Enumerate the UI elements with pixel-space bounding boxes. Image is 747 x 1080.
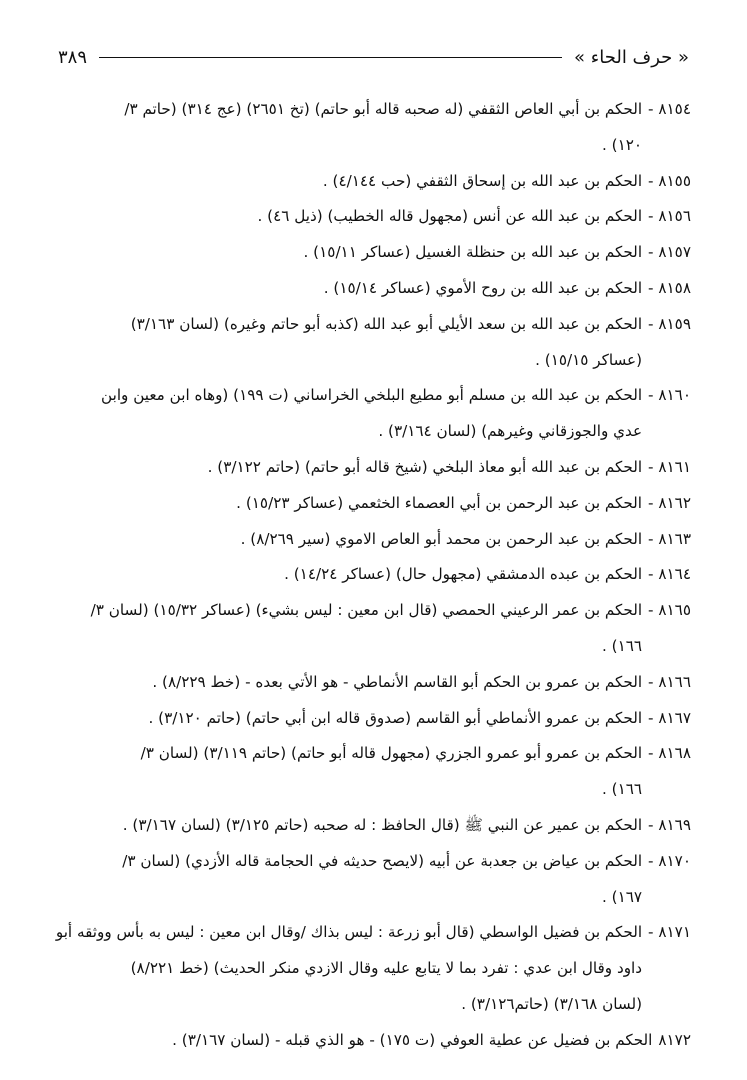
entry (52, 486, 691, 522)
entry-text: الحكم بن عمرو الأنماطي أبو القاسم (صدوق قاله ابن أبي حاتم) (حاتم ٣/١٢٠) . (148, 708, 643, 727)
entry-number: ٨١٥٤ - (648, 100, 691, 118)
entry-number: ٨١٦١ - (648, 457, 691, 476)
entry-text: الحكم بن عبد الله بن حنظلة الغسيل (عساكر ١٥/١١) . (303, 243, 643, 262)
entry-text: الحكم بن أبي العاص الثقفي (له صحبه قاله أبو حاتم) (تخ ٢٦٥١) (عج ٣١٤) (حاتم ٣/ ١٢٠) . (124, 100, 643, 154)
entry-number: ٨١٦٦ - (648, 672, 691, 691)
entry-text: الحكم بن عبد الله بن روح الأموي (عساكر ١٥/١٤) . (323, 278, 643, 297)
entry (52, 235, 691, 271)
entry-number: ٨١٦٨ - (648, 744, 691, 763)
page-number: ٣٨٩ (58, 46, 88, 68)
entry (52, 593, 691, 665)
entry-text: الحكم بن عمرو بن الحكم أبو القاسم الأنماطي - هو الأتي بعده - (خط ٨/٢٢٩) . (152, 672, 643, 691)
entry (52, 92, 691, 164)
entry (52, 736, 691, 808)
entry-number: ٨١٦٢ - (648, 493, 691, 512)
entry-text: الحكم بن عبد الله بن سعد الأيلي أبو عبد الله (كذبه أبو حاتم وغيره) (لسان ٣/١٦٣) (عساكر ١٥/١٥) . (130, 314, 643, 369)
entry (52, 915, 691, 1022)
entry-number: ٨١٦٣ - (648, 529, 691, 548)
entry (52, 522, 691, 558)
entry-text: الحكم بن عبده الدمشقي (مجهول حال) (عساكر ١٤/٢٤) . (284, 565, 643, 584)
entry-text: الحكم بن فضيل الواسطي (قال أبو زرعة : ليس بذاك /وقال ابن معين : ليس به بأس ووثقه أبو داود وقال ابن عدي : تفرد بما لا يتابع عليه وقال الازدي منكر الحديث) (خط ٨/٢٢١) (لسان ٣/١٦٨) (حاتم٣/١٢٦) . (55, 923, 643, 1013)
entry-text: الحكم بن عبد الرحمن بن محمد أبو العاص الاموي (سير ٨/٢٦٩) . (240, 529, 643, 548)
entry-number: ٨١٥٩ - (648, 314, 691, 333)
entry (52, 701, 691, 737)
entry (52, 844, 691, 916)
entry-number: ٨١٧٢ (658, 1030, 691, 1049)
entry-text: الحكم بن عمير عن النبي ﷺ (قال الحافظ : له صحبه (حاتم ٣/١٢٥) (لسان ٣/١٦٧) . (122, 815, 643, 834)
entry-number: ٨١٥٦ - (648, 207, 691, 226)
entry-number: ٨١٦٥ - (648, 601, 691, 620)
entry (52, 307, 691, 379)
entry-number: ٨١٦٠ - (648, 386, 691, 405)
entry-number: ٨١٥٨ - (648, 278, 691, 297)
entry-text: الحكم بن عمر الرعيني الحمصي (قال ابن معين : ليس بشيء) (عساكر ١٥/٣٢) (لسان ٣/ ١٦٦) . (90, 601, 643, 655)
entry (52, 808, 691, 844)
entries-list (52, 92, 691, 1059)
entry-text: الحكم بن فضيل عن عطية العوفي (ت ١٧٥) - هو الذي قبله - (لسان ٣/١٦٧) . (172, 1030, 653, 1049)
entry-text: الحكم بن عمرو أبو عمرو الجزري (مجهول قاله أبو حاتم) (حاتم ٣/١١٩) (لسان ٣/ ١٦٦) . (140, 744, 643, 799)
entry (52, 164, 691, 200)
entry (52, 199, 691, 235)
entry-number: ٨١٥٧ - (648, 243, 691, 262)
entry-number: ٨١٦٩ - (648, 815, 691, 834)
entry-text: الحكم بن عبد الله أبو معاذ البلخي (شيخ قاله أبو حاتم) (حاتم ٣/١٢٢) . (207, 457, 643, 476)
entry-text: الحكم بن عبد الرحمن بن أبي العصماء الخثعمي (عساكر ١٥/٢٣) . (236, 493, 643, 512)
entry (52, 665, 691, 701)
entry-number: ٨١٦٤ - (648, 565, 691, 584)
entry (52, 557, 691, 593)
entry-number: ٨١٦٧ - (648, 708, 691, 727)
entry (52, 450, 691, 486)
entry-number: ٨١٧١ - (648, 923, 691, 942)
entry-number: ٨١٧٠ - (648, 851, 691, 870)
page-header (58, 40, 689, 74)
entry (52, 1023, 691, 1059)
entry-text: الحكم بن عبد الله بن إسحاق الثقفي (حب ٤/١٤٤) . (322, 171, 643, 190)
entry-text: الحكم بن عياض بن جعدبة عن أبيه (لايصح حديثه في الحجامة قاله الأزدي) (لسان ٣/ ١٦٧) . (122, 851, 643, 906)
chapter-title: « حرف الحاء » (574, 46, 689, 68)
entry-text: الحكم بن عبد الله بن مسلم أبو مطيع البلخي الخراساني (ت ١٩٩) (وهاه ابن معين وابن عدي والجوزقاني وغيرهم) (لسان ٣/١٦٤) . (101, 386, 643, 441)
entry-text: الحكم بن عبد الله عن أنس (مجهول قاله الخطيب) (ذيل ٤٦) . (257, 207, 643, 226)
entry-number: ٨١٥٥ - (648, 171, 691, 190)
header-rule (99, 57, 562, 58)
entry (52, 271, 691, 307)
entry (52, 378, 691, 450)
